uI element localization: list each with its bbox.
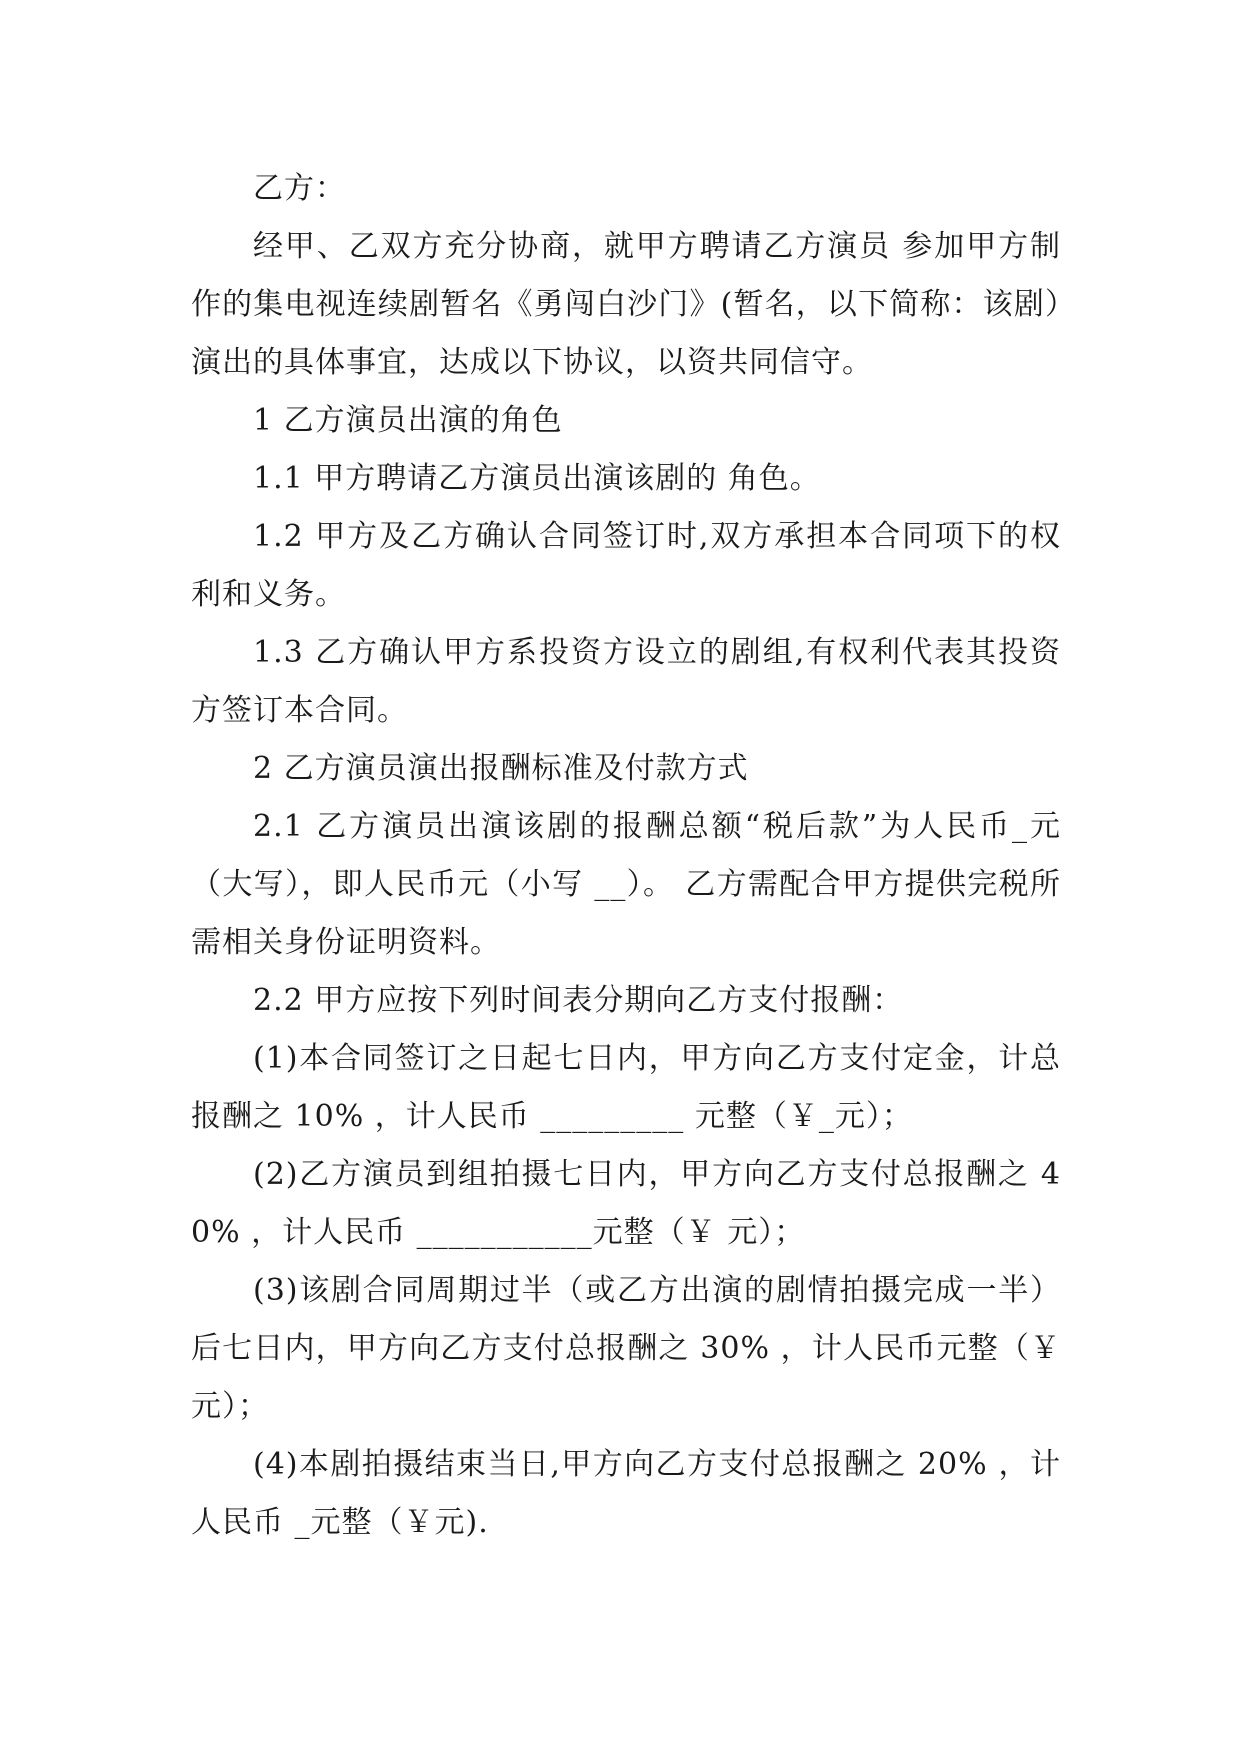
clause-2-2: 2.2 甲方应按下列时间表分期向乙方支付报酬： [253, 983, 904, 1018]
clause-1-3: 1.3 乙方确认甲方系投资方设立的剧组,有权利代表其投资方签订本合同。 [191, 635, 1061, 728]
section-heading-1: 1 乙方演员出演的角色 [253, 403, 563, 438]
payment-item-2: (2)乙方演员到组拍摄七日内，甲方向乙方支付总报酬之 40% ，计人民币 ___________元整（￥ 元）； [191, 1157, 1061, 1250]
preamble-paragraph: 经甲、乙双方充分协商，就甲方聘请乙方演员 参加甲方制作的集电视连续剧暂名《勇闯白沙门》(暂名，以下简称：该剧）演出的具体事宜，达成以下协议，以资共同信守。 [191, 229, 1061, 380]
payment-item-4: (4)本剧拍摄结束当日,甲方向乙方支付总报酬之 20% ，计人民币 _元整（￥元). [191, 1447, 1061, 1540]
contract-body [191, 160, 1061, 1552]
section-heading-2: 2 乙方演员演出报酬标准及付款方式 [253, 751, 749, 786]
clause-1-1: 1.1 甲方聘请乙方演员出演该剧的 角色。 [253, 461, 821, 496]
clause-1-2: 1.2 甲方及乙方确认合同签订时,双方承担本合同项下的权利和义务。 [191, 519, 1061, 612]
party-b-label: 乙方： [253, 171, 346, 206]
payment-item-3: (3)该剧合同周期过半（或乙方出演的剧情拍摄完成一半）后七日内，甲方向乙方支付总报酬之 30% ，计人民币元整（￥ 元）； [191, 1273, 1061, 1424]
clause-2-1: 2.1 乙方演员出演该剧的报酬总额“税后款”为人民币_元（大写），即人民币元（小写 __）。 乙方需配合甲方提供完税所需相关身份证明资料。 [191, 809, 1061, 960]
payment-item-1: (1)本合同签订之日起七日内，甲方向乙方支付定金，计总报酬之 10% ，计人民币 _________ 元整（￥_元）； [191, 1041, 1061, 1134]
